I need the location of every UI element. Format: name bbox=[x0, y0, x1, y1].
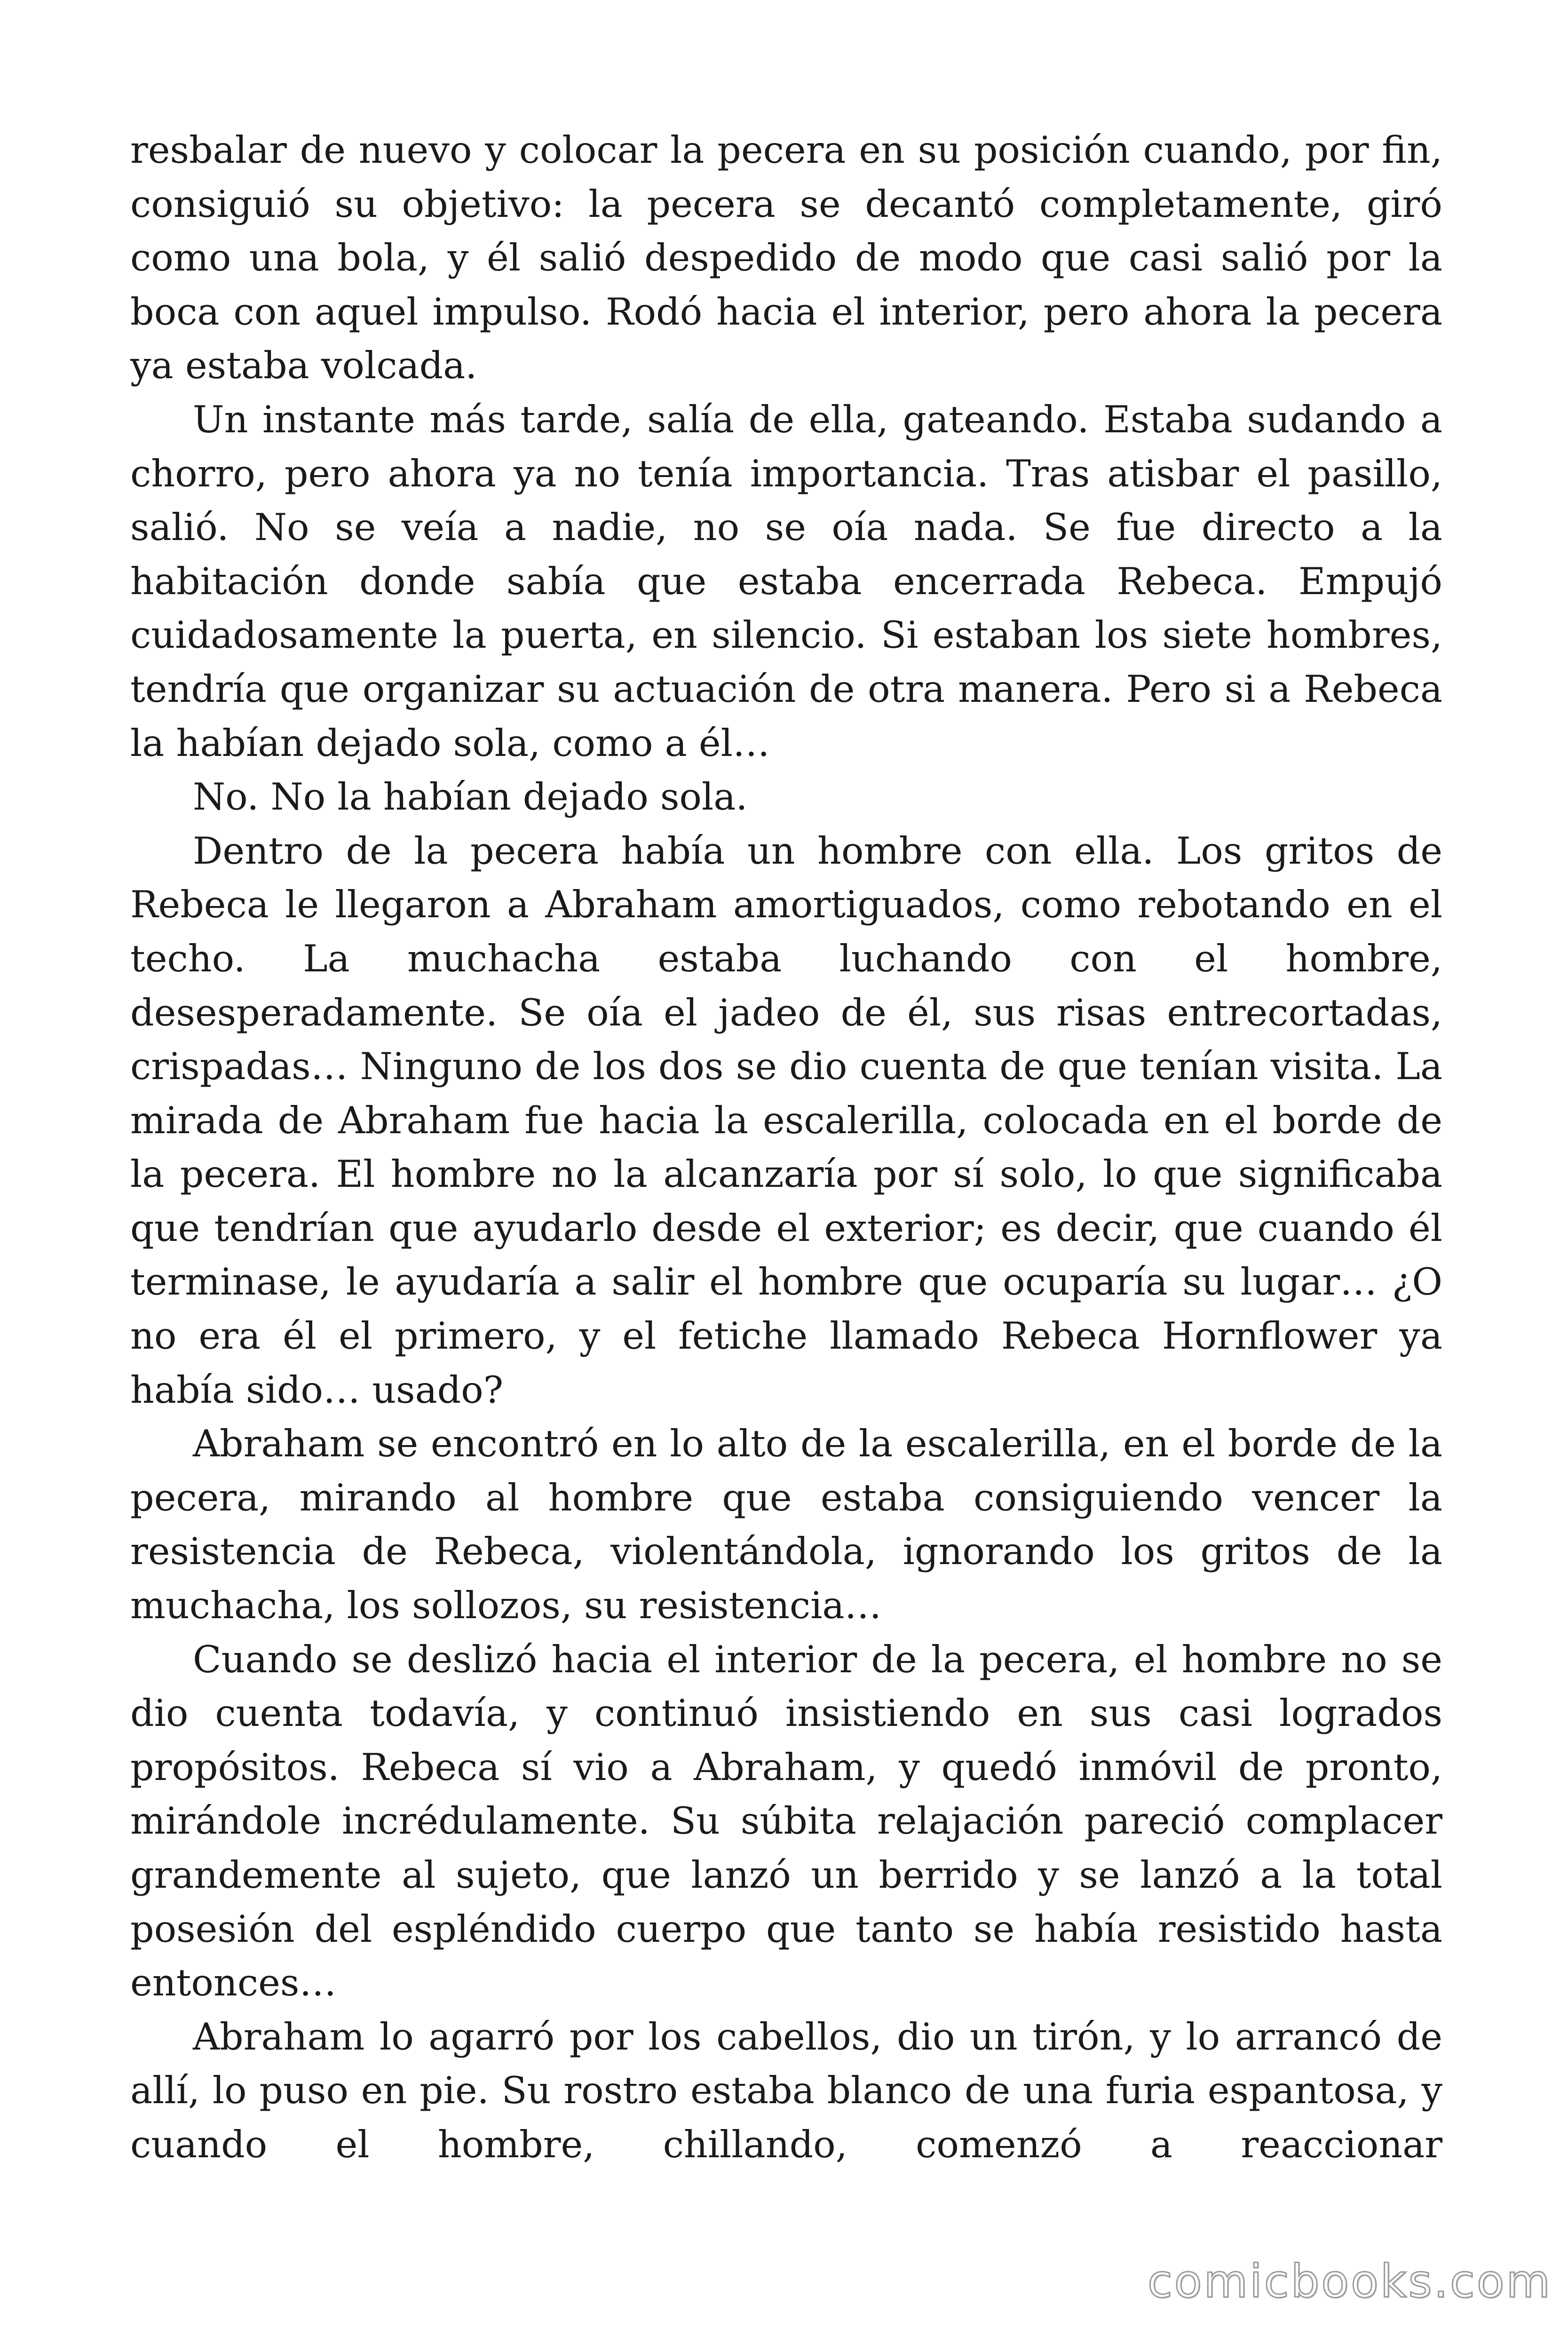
watermark-logo: comicbooks.com bbox=[1148, 2255, 1552, 2308]
page-body-text bbox=[130, 123, 1442, 2172]
paragraph-6: Cuando se deslizó hacia el interior de la pecera, el hombre no se dio cuenta todavía, y continuó insistiendo en sus casi logrados propósitos. Rebeca sí vio a Abraham, y quedó inmóvil de pronto, mirándole incrédulamente. Su súbita relajación pareció complacer grandemente al sujeto, que lanzó un berrido y se lanzó a la total posesión del espléndido cuerpo que tanto se había resistido hasta entonces… bbox=[130, 1637, 1442, 2005]
paragraph-2: Un instante más tarde, salía de ella, gateando. Estaba sudando a chorro, pero ahora ya no tenía importancia. Tras atisbar el pasillo, salió. No se veía a nadie, no se oía nada. Se fue directo a la habitación donde sabía que estaba encerrada Rebeca. Empujó cuidadosamente la puerta, en silencio. Si estaban los siete hombres, tendría que organizar su actuación de otra manera. Pero si a Rebeca la habían dejado sola, como a él… bbox=[130, 397, 1442, 765]
paragraph-1: resbalar de nuevo y colocar la pecera en su posición cuando, por fin, consiguió su objetivo: la pecera se decantó completamente, giró como una bola, y él salió despedido de modo que casi salió por la boca con aquel impulso. Rodó hacia el interior, pero ahora la pecera ya estaba volcada. bbox=[130, 128, 1442, 388]
paragraph-5: Abraham se encontró en lo alto de la escalerilla, en el borde de la pecera, mirando al hombre que estaba consiguiendo vencer la resistencia de Rebeca, violentándola, ignorando los gritos de la muchacha, los sollozos, su resistencia… bbox=[130, 1422, 1442, 1628]
paragraph-4: Dentro de la pecera había un hombre con ella. Los gritos de Rebeca le llegaron a Abraham amortiguados, como rebotando en el techo. La muchacha estaba luchando con el hombre, desesperadamente. Se oía el jadeo de él, sus risas entrecortadas, crispadas… Ninguno de los dos se dio cuenta de que tenían visita. La mirada de Abraham fue hacia la escalerilla, colocada en el borde de la pecera. El hombre no la alcanzaría por sí solo, lo que significaba que tendrían que ayudarlo desde el exterior; es decir, que cuando él terminase, le ayudaría a salir el hombre que ocuparía su lugar… ¿O no era él el primero, y el fetiche llamado Rebeca Hornflower ya había sido… usado? bbox=[130, 829, 1442, 1412]
paragraph-7: Abraham lo agarró por los cabellos, dio un tirón, y lo arrancó de allí, lo puso en pie. Su rostro estaba blanco de una furia espantosa, y cuando el hombre, chillando, comenzó a reaccionar bbox=[130, 2015, 1442, 2166]
paragraph-3: No. No la habían dejado sola. bbox=[193, 775, 748, 819]
